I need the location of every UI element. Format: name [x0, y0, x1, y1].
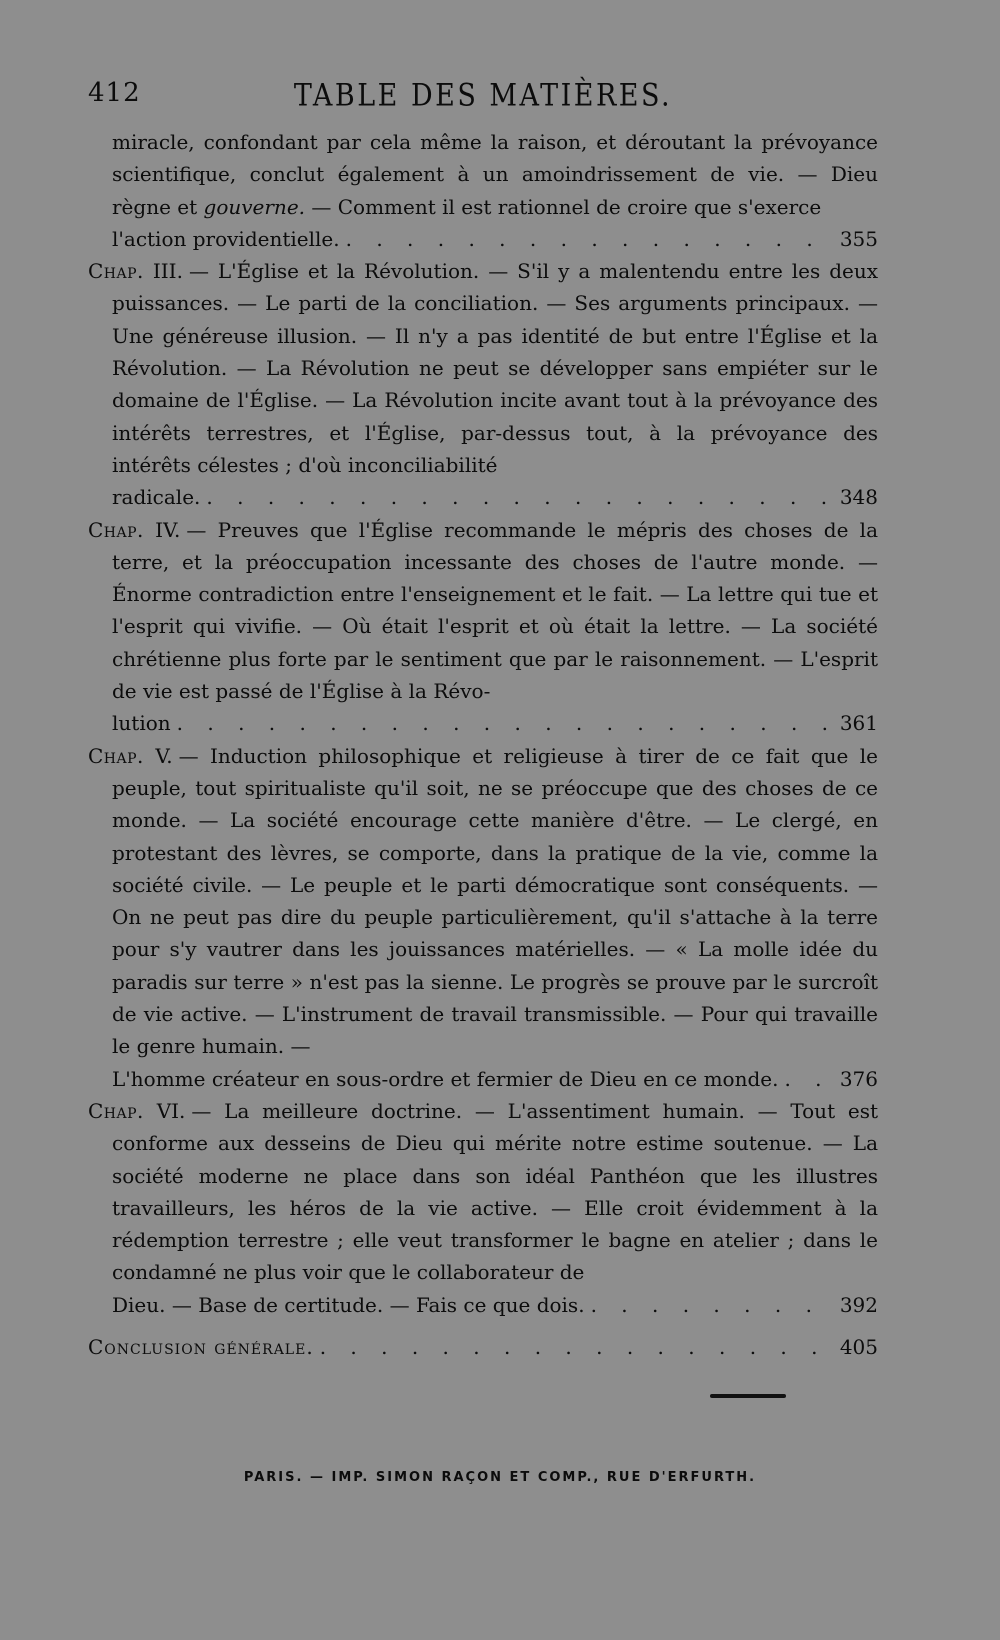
entry-page-number: 348 — [839, 485, 878, 510]
entry-text: miracle, confondant par cela même la raison, et déroutant la prévoyance scientifique, conclut également à un amoindrissement de vie. — Dieu règne et gouverne. — Comment il est rationnel de croire que s'exerce — [112, 130, 878, 219]
entry-page-number: 376 — [839, 1066, 878, 1091]
chapter-number: VI. — [156, 1098, 186, 1123]
dot-leader — [591, 1289, 834, 1321]
entry-page-number: 405 — [839, 1334, 878, 1359]
conclusion-label: Conclusion générale. — [88, 1334, 314, 1359]
dot-leader — [346, 223, 834, 255]
toc-entry-chap-4[interactable] — [88, 514, 878, 740]
dot-leader — [177, 707, 834, 739]
toc-entry-chap-3[interactable] — [88, 255, 878, 513]
leader-line: Dieu. — Base de certitude. — Fais ce que dois. . . . 392 — [88, 1289, 878, 1321]
leader-line: l'action providentielle. . . . 355 — [88, 223, 878, 255]
running-title: TABLE DES MATIÈRES. — [293, 78, 673, 114]
entry-page-number: 392 — [839, 1292, 878, 1317]
toc-entry-chap-6[interactable] — [88, 1095, 878, 1321]
toc-entry-conclusion[interactable] — [88, 1331, 878, 1363]
leader-line: lution . . . 361 — [88, 707, 878, 739]
chapter-number: V. — [155, 743, 173, 768]
toc-entry-chap-5[interactable] — [88, 740, 878, 1095]
dot-leader — [320, 1331, 834, 1363]
entry-page-number: 361 — [839, 711, 878, 736]
leader-line: L'homme créateur en sous-ordre et fermier de Dieu en ce monde. . . . 376 — [88, 1063, 878, 1095]
printer-imprint: PARIS. — IMP. SIMON RAÇON ET COMP., RUE D'ERFURTH. — [243, 1470, 757, 1485]
chapter-label: Chap. — [88, 517, 144, 542]
end-rule — [710, 1394, 786, 1398]
leader-line: radicale. . . . 348 — [88, 481, 878, 513]
chapter-number: III. — [152, 259, 183, 284]
entry-page-number: 355 — [839, 226, 878, 251]
chapter-label: Chap. — [88, 743, 144, 768]
entry-text: Chap. VI. — La meilleure doctrine. — L'assentiment humain. — Tout est conforme aux desseins de Dieu qui mérite notre estime soutenue. — La société moderne ne place dans son idéal Panthéon que les illustres travailleurs, les héros de la vie active. — Elle croit évidemment à la rédemption terrestre ; elle veut transformer le bagne en atelier ; dans le condamné ne plus voir que le collaborateur de — [88, 1098, 879, 1285]
table-of-contents — [88, 126, 878, 1363]
dot-leader — [784, 1063, 833, 1095]
entry-text: Chap. III. — L'Église et la Révolution. — S'il y a malentendu entre les deux puissances. — Le parti de la conciliation. — Ses arguments principaux. — Une généreuse illusion. — Il n'y a pas identité de but entre l'Église et la Révolution. — La Révolution ne peut se développer sans empiéter sur le domaine de l'Église. — La Révolution incite avant tout à la prévoyance des intérêts terrestres, et l'Église, par-dessus tout, à la prévoyance des intérêts célestes ; d'où inconciliabilité — [88, 259, 879, 477]
chapter-label: Chap. — [88, 1098, 144, 1123]
entry-text: Chap. IV. — Preuves que l'Église recommande le mépris des choses de la terre, et la préoccupation incessante des choses de l'autre monde. — Énorme contradiction entre l'enseignement et le fait. — La lettre qui tue et l'esprit qui vivifie. — Où était l'esprit et où était la lettre. — La société chrétienne plus forte par le sentiment que par le raisonnement. — L'esprit de vie est passé de l'Église à la Révo- — [88, 517, 878, 704]
entry-text: Chap. V. — Induction philosophique et religieuse à tirer de ce fait que le peuple, tout spiritualiste qu'il soit, ne se préoccupe que des choses de ce monde. — La société encourage cette manière d'être. — Le clergé, en protestant des lèvres, se comporte, dans la pratique de la vie, comme la société civile. — Le peuple et le parti démocratique sont conséquents. — On ne peut pas dire du peuple particulièrement, qu'il s'attache à la terre pour s'y vautrer dans les jouissances matérielles. — « La molle idée du paradis sur terre » n'est pas la sienne. Le progrès se prouve par le surcroît de vie active. — L'instrument de travail transmissible. — Pour qui travaille le genre humain. — — [88, 743, 878, 1059]
dot-leader — [206, 481, 833, 513]
emphasis: gouverne. — [203, 194, 306, 219]
chapter-number: IV. — [155, 517, 181, 542]
toc-entry-continued — [88, 126, 878, 255]
page-header — [88, 78, 878, 118]
page-number: 412 — [88, 78, 141, 108]
chapter-label: Chap. — [88, 259, 144, 284]
